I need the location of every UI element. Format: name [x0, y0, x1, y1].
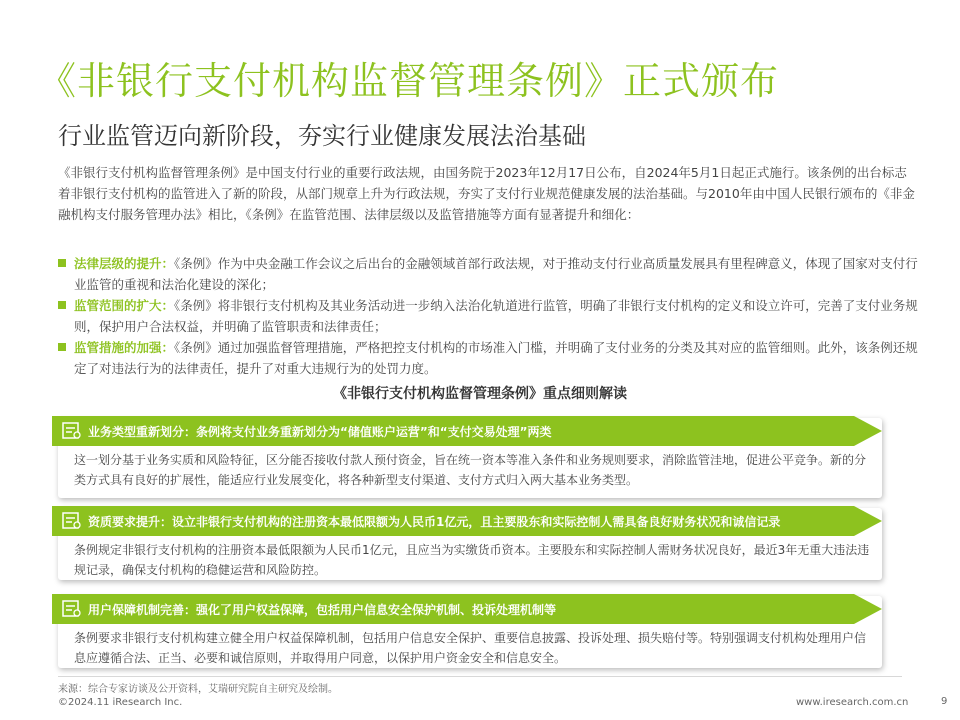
bullet-item — [58, 295, 928, 337]
card-user-protection — [58, 596, 882, 668]
page-subtitle: 行业监管迈向新阶段，夯实行业健康发展法治基础 — [58, 122, 586, 150]
bullet-list — [58, 253, 928, 379]
intro-paragraph: 《非银行支付机构监督管理条例》是中国支付行业的重要行政法规，由国务院于2023年12月17日公布，自2024年5月1日起正式施行。该条例的出台标志着非银行支付机构的监管进入了新的阶段，从部门规章上升为行政法规，夯实了支付行业规范健康发展的法治基础。与2010年由中国人民银行颁布的《非金融机构支付服务管理办法》相比，《条例》在监管范围、法律层级以及监管措施等方面有显著提升和细化： — [58, 165, 915, 222]
bullet-square-icon — [58, 343, 66, 351]
card-header-text: 业务类型重新划分：条例将支付业务重新划分为“储值账户运营”和“支付交易处理”两类 — [88, 425, 552, 439]
document-list-icon — [62, 600, 82, 618]
card-qualification — [58, 508, 882, 580]
card-header — [52, 594, 882, 624]
card-header — [52, 416, 882, 446]
section-title: 《非银行支付机构监督管理条例》重点细则解读 — [333, 386, 627, 402]
card-business-type — [58, 418, 882, 498]
card-body: 条例规定非银行支付机构的注册资本最低限额为人民币1亿元，且应当为实缴货币资本。主要股东和实际控制人需财务状况良好，最近3年无重大违法违规记录，确保支付机构的稳健运营和风险防控。 — [74, 543, 870, 577]
bullet-square-icon — [58, 259, 66, 267]
document-list-icon — [62, 512, 82, 530]
bullet-square-icon — [58, 301, 66, 309]
card-header-text: 资质要求提升：设立非银行支付机构的注册资本最低限额为人民币1亿元，且主要股东和实际控制人需具备良好财务状况和诚信记录 — [88, 515, 781, 529]
bullet-text: 《条例》通过加强监督管理措施，严格把控支付机构的市场准入门槛，并明确了支付业务的分类及其对应的监管细则。此外，该条例还规定了对违法行为的法律责任，提升了对重大违规行为的处罚力度。 — [74, 340, 918, 376]
page-number: 9 — [941, 696, 948, 707]
bullet-item — [58, 253, 928, 295]
page-title: 《非银行支付机构监督管理条例》正式颁布 — [38, 59, 780, 103]
bullet-key: 监管措施的加强： — [74, 340, 175, 355]
copyright: ©2024.11 iResearch Inc. — [58, 697, 183, 708]
card-body: 条例要求非银行支付机构建立健全用户权益保障机制，包括用户信息安全保护、重要信息披露、投诉处理、损失赔付等。特别强调支付机构处理用户信息应遵循合法、正当、必要和诚信原则，并取得用户同意，以保护用户资金安全和信息安全。 — [74, 631, 867, 665]
card-header — [52, 506, 882, 536]
bullet-item — [58, 337, 928, 379]
footer-divider — [58, 676, 902, 677]
source-note: 来源：综合专家访谈及公开资料，艾瑞研究院自主研究及绘制。 — [58, 684, 338, 695]
document-list-icon — [62, 422, 82, 440]
bullet-key: 监管范围的扩大： — [74, 298, 175, 313]
card-header-text: 用户保障机制完善：强化了用户权益保障，包括用户信息安全保护机制、投诉处理机制等 — [88, 603, 557, 617]
bullet-key: 法律层级的提升： — [74, 256, 175, 271]
bullet-text: 《条例》将非银行支付机构及其业务活动进一步纳入法治化轨道进行监管，明确了非银行支付机构的定义和设立许可，完善了支付业务规则，保护用户合法权益，并明确了监管职责和法律责任； — [74, 298, 918, 334]
bullet-text: 《条例》作为中央金融工作会议之后出台的金融领域首部行政法规，对于推动支付行业高质量发展具有里程碑意义，体现了国家对支付行业监管的重视和法治化建设的深化； — [74, 256, 918, 292]
card-body: 这一划分基于业务实质和风险特征，区分能否接收付款人预付资金，旨在统一资本等准入条件和业务规则要求，消除监管洼地，促进公平竞争。新的分类方式具有良好的扩展性，能适应行业发展变化，将各种新型支付渠道、支付方式归入两大基本业务类型。 — [74, 453, 867, 487]
website-link[interactable]: www.iresearch.com.cn — [796, 697, 909, 708]
